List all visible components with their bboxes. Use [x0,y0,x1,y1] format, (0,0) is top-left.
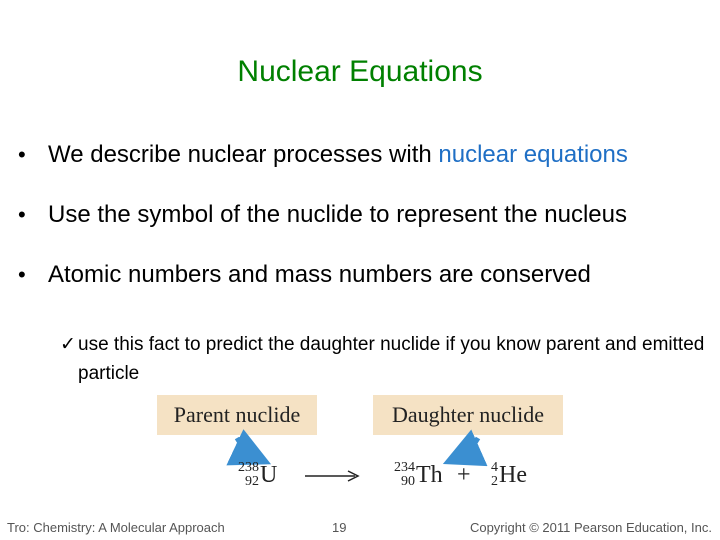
footer-page-number: 19 [332,520,347,535]
parent-symbol: U [260,462,278,488]
bullet-text: Use the symbol of the nuclide to represent the nucleus [48,201,627,228]
bullet-text: Atomic numbers and mass numbers are conserved [48,261,591,288]
checkmark-icon: ✓ [60,334,76,355]
particle-mass-number: 4 [491,460,498,475]
emitted-particle [491,460,527,489]
footer-copyright: Copyright © 2011 Pearson Education, Inc. [469,520,712,535]
sub-bullet-text: use this fact to predict the daughter nuclide if you know parent and emitted particle [78,334,705,384]
parent-nuclide [238,460,278,489]
daughter-mass-number: 234 [394,460,415,475]
daughter-pointer-arrow-icon [452,438,478,460]
bullet-dot-icon: • [18,262,26,287]
parent-mass-number: 238 [238,460,259,475]
particle-atomic-number: 2 [491,474,498,489]
parent-atomic-number: 92 [245,474,259,489]
parent-nuclide-label: Parent nuclide [157,395,317,435]
daughter-symbol: Th [416,462,443,488]
bullet-highlight: nuclear equations [438,141,628,168]
daughter-nuclide [394,460,443,489]
particle-symbol: He [499,462,527,488]
bullet-dot-icon: • [18,202,26,227]
daughter-nuclide-label: Daughter nuclide [373,395,563,435]
bullet-text: We describe nuclear processes with [48,141,439,168]
parent-pointer-arrow-icon [237,438,262,460]
plus-sign: + [457,462,471,488]
daughter-atomic-number: 90 [401,474,415,489]
footer-left: Tro: Chemistry: A Molecular Approach [7,520,225,535]
slide-title: Nuclear Equations [237,55,483,88]
bullet-dot-icon: • [18,142,26,167]
